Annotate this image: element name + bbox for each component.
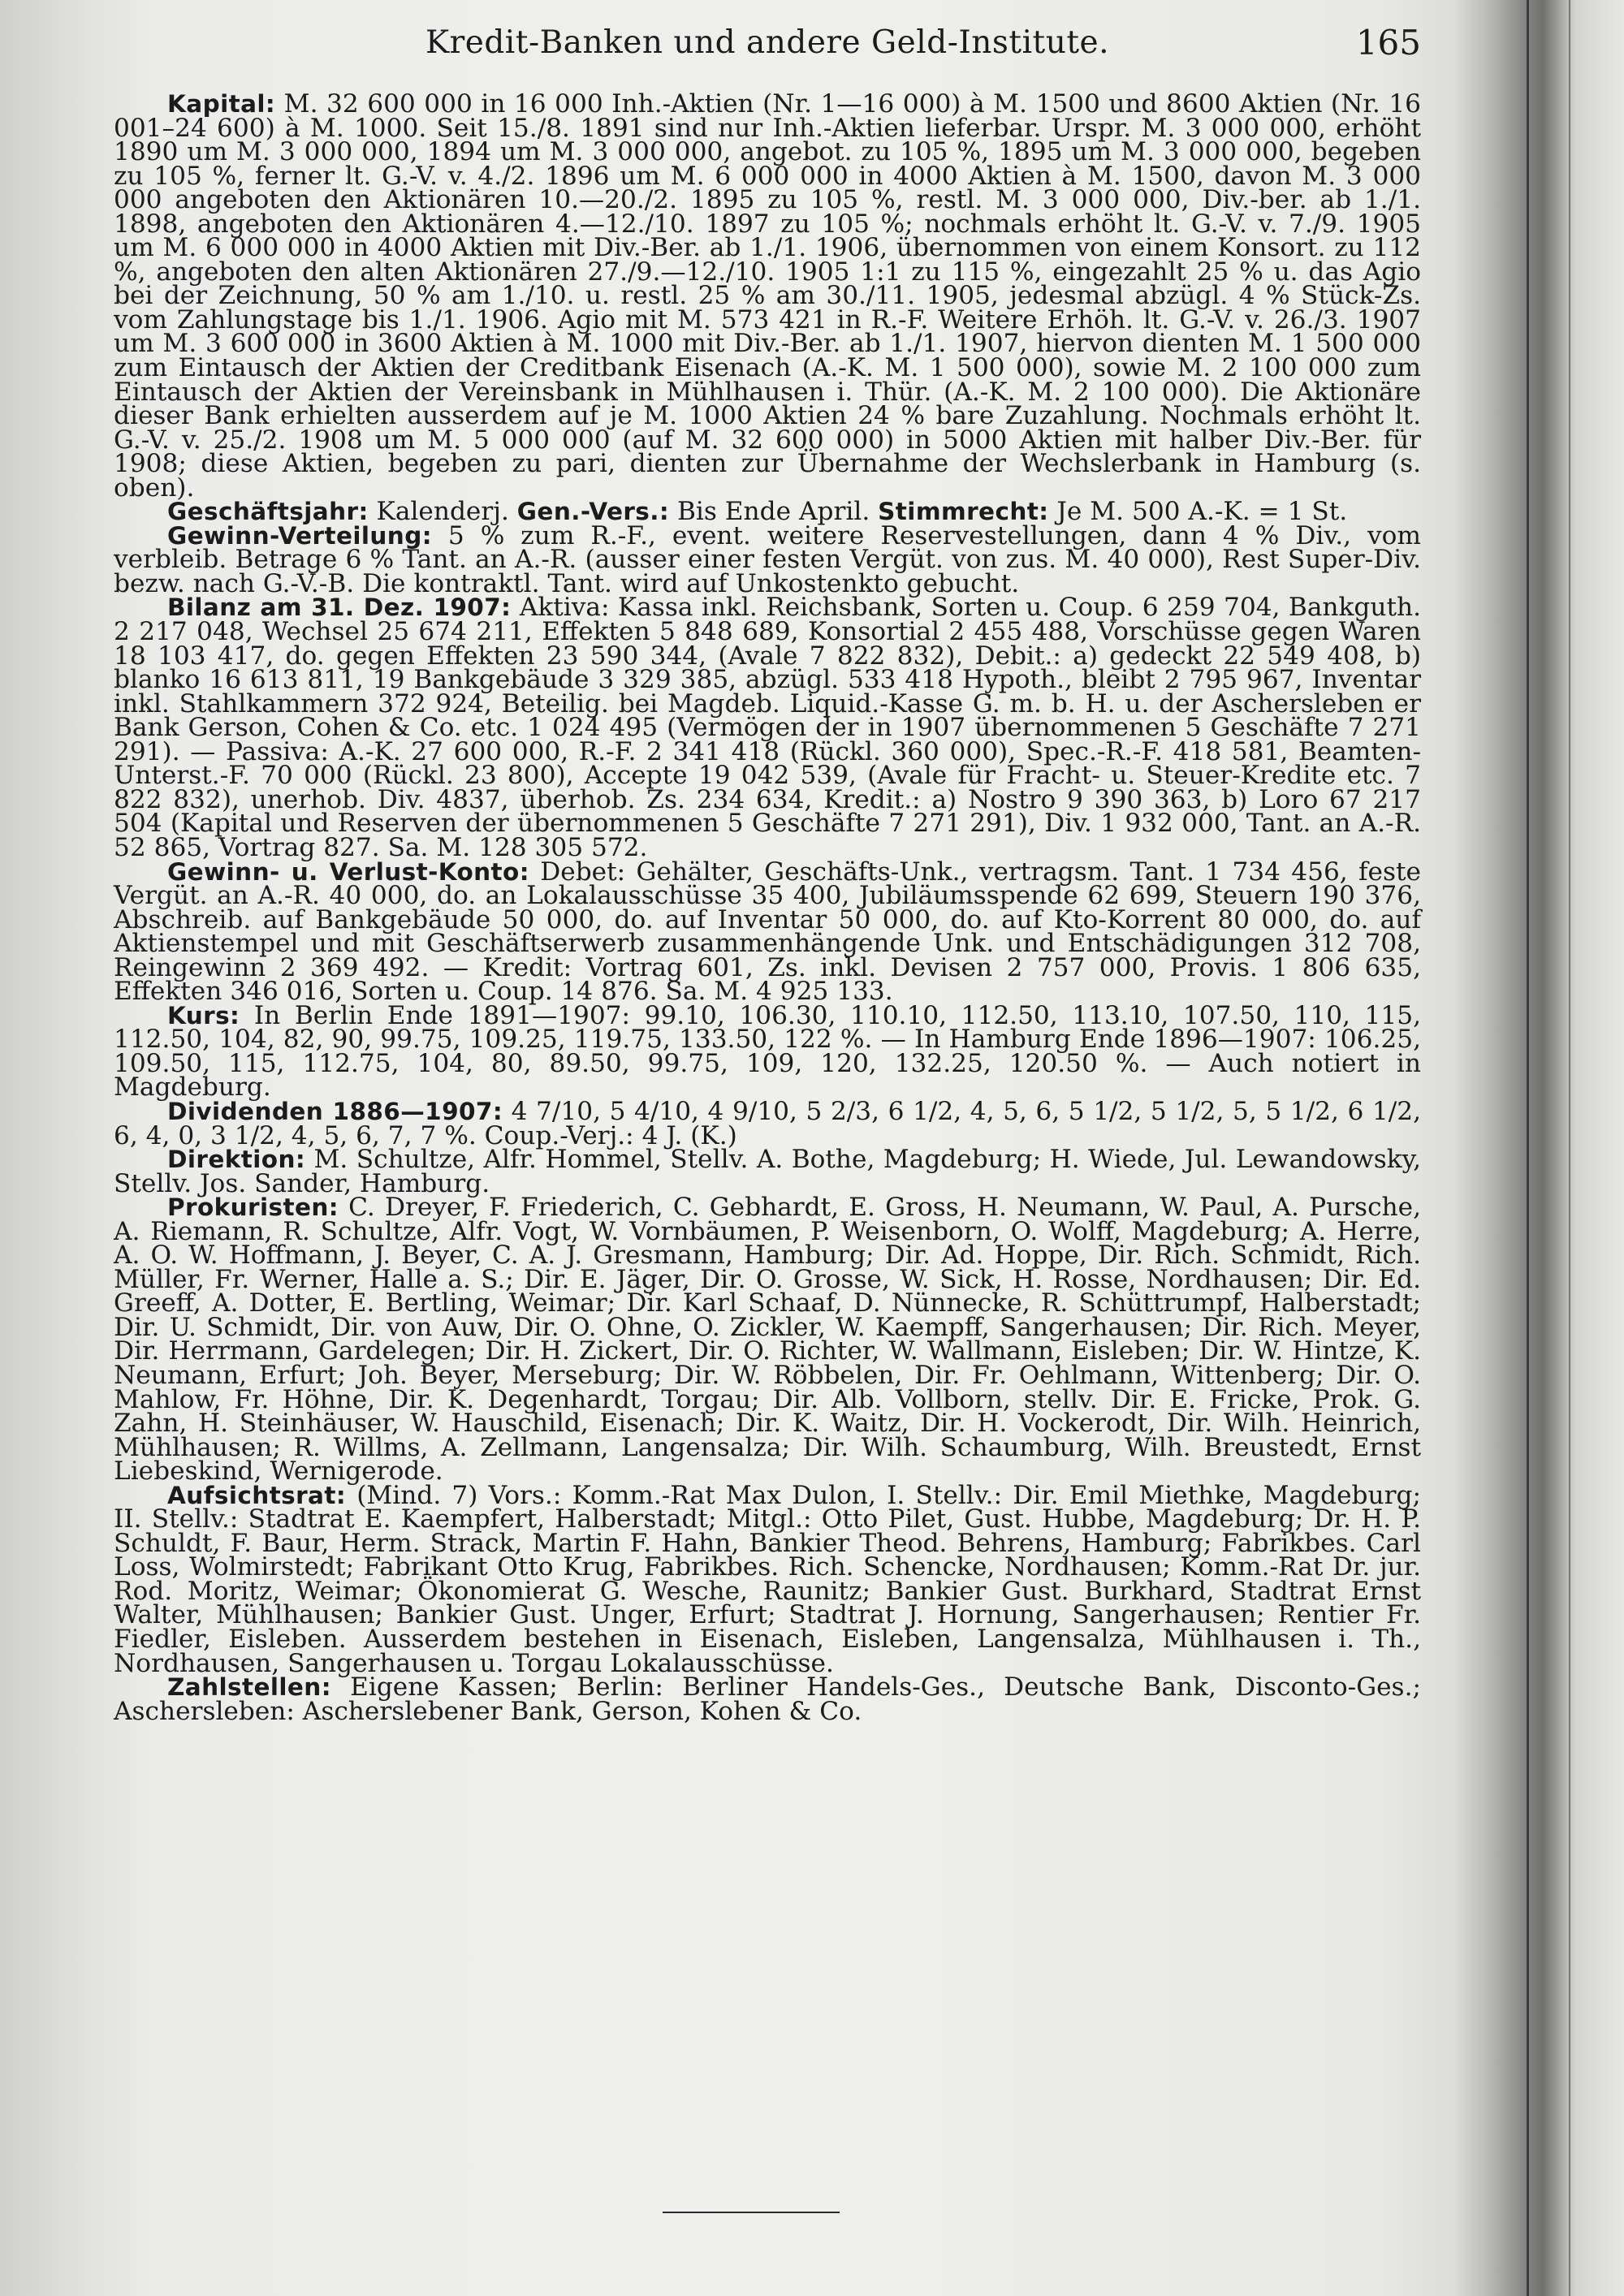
paragraph-zahlstellen [114,1672,1421,1726]
label-gen-vers: Gen.-Vers.: [516,498,670,526]
label-geschaeftsjahr: Geschäftsjahr: [167,498,369,526]
label-prokuristen: Prokuristen: [167,1193,339,1222]
text-bilanz: Aktiva: Kassa inkl. Reichsbank, Sorten u. Coup. 6 259 704, Bankguth. 2 217 048, Wechsel 25 674 211, Effekten 5 848 689, Konsortial 2 455 488, Vorschüsse gegen Waren 18 103 417, do. gegen Effekten 23 590 344, (Avale 7 822 832), Debit.: a) gedeckt 22 549 408, b) blanko 16 613 811, 19 Bankgebäude 3 329 385, abzügl. 533 418 Hypoth., bleibt 2 795 967, Inventar inkl. Stahlkammern 372 924, Beteilig. bei Magdeb. Liquid.-Kasse G. m. b. H. u. der Aschersleben er Bank Gerson, Cohen & Co. etc. 1 024 495 (Vermögen der in 1907 übernommenen 5 Geschäfte 7 271 291). — Passiva: A.-K. 27 600 000, R.-F. 2 341 418 (Rückl. 360 000), Spec.-R.-F. 418 581, Beamten-Unterst.-F. 70 000 (Rückl. 23 800), Accepte 19 042 539, (Avale für Fracht- u. Steuer-Kredite etc. 7 822 832), unerhob. Div. 4837, überhob. Zs. 234 634, Kredit.: a) Nostro 9 390 363, b) Loro 67 217 504 (Kapital und Reserven der übernommenen 5 Geschäfte 7 271 291), Div. 1 932 000, Tant. an A.-R. 52 865, Vortrag 827. Sa. M. 128 305 572. [114,593,1421,862]
text-geschaeftsjahr: Kalenderj. [368,497,517,527]
text-dividenden: 4 7/10, 5 4/10, 4 9/10, 5 2/3, 6 1/2, 4, 5, 6, 5 1/2, 5 1/2, 5, 5 1/2, 6 1/2, 6, 4, 0, 3 1/2, 4, 5, 6, 7, 7 %. Coup.-Verj.: 4 J. (K.) [114,1096,1421,1150]
label-kurs: Kurs: [167,1001,240,1029]
label-direktion: Direktion: [167,1146,306,1174]
paragraph-direktion [114,1145,1421,1198]
label-zahlstellen: Zahlstellen: [167,1673,331,1702]
paragraph-kurs [114,1000,1421,1103]
text-gewinn-verlust: Debet: Gehälter, Geschäfts-Unk., vertragsm. Tant. 1 734 456, feste Vergüt. an A.-R. 40 000, do. an Lokalausschüsse 35 400, Jubiläumsspende 62 699, Steuern 190 376, Abschreib. auf Bankgebäude 50 000, do. auf Inventar 50 000, do. auf Kto-Korrent 80 000, do. auf Aktienstempel und mit Geschäftserwerb zusammenhängende Unk. und Entschädigungen 312 708, Reingewinn 2 369 492. — Kredit: Vortrag 601, Zs. inkl. Devisen 2 757 000, Provis. 1 806 635, Effekten 346 016, Sorten u. Coup. 14 876. Sa. M. 4 925 133. [114,857,1422,1007]
paragraph-prokuristen [114,1193,1421,1487]
text-kurs: In Berlin Ende 1891—1907: 99.10, 106.30, 110.10, 112.50, 113.10, 107.50, 110, 115, 112.50, 104, 82, 90, 99.75, 109.25, 119.75, 133.50, 122 %. — In Hamburg Ende 1896—1907: 106.25, 109.50, 115, 112.75, 104, 80, 89.50, 99.75, 109, 120, 132.25, 120.50 %. — Auch notiert in Magdeburg. [114,1000,1421,1103]
paragraph-bilanz [114,593,1421,862]
label-dividenden: Dividenden 1886—1907: [167,1097,503,1125]
paragraph-kapital [114,89,1421,503]
page-header [114,18,1421,68]
end-rule [663,2212,840,2213]
paragraph-aufsichtsrat [114,1480,1421,1678]
text-direktion: M. Schultze, Alfr. Hommel, Stellv. A. Bothe, Magdeburg; H. Wiede, Jul. Lewandowsky, Stellv. Jos. Sander, Hamburg. [114,1145,1421,1198]
paragraph-gewinn-verteilung [114,520,1421,598]
label-gewinn-verteilung: Gewinn-Verteilung: [167,521,432,550]
paragraph-dividenden [114,1096,1421,1150]
text-gewinn-verteilung: 5 % zum R.-F., event. weitere Reservestellungen, dann 4 % Div., vom verbleib. Betrage 6 % Tant. an A.-R. (ausser einer festen Vergüt. von zus. M. 40 000), Rest Super-Div. bezw. nach G.-V.-B. Die kontraktl. Tant. wird auf Unkostenkto gebucht. [114,520,1421,598]
text-stimmrecht: Je M. 500 A.-K. = 1 St. [1048,497,1348,527]
label-aufsichtsrat: Aufsichtsrat: [167,1481,347,1509]
text-aufsichtsrat: (Mind. 7) Vors.: Komm.-Rat Max Dulon, I. Stellv.: Dir. Emil Miethke, Magdeburg; II. Stellv.: Stadtrat E. Kaempfert, Halberstadt; Mitgl.: Otto Pilet, Gust. Hubbe, Magdeburg; Dr. H. P. Schuldt, F. Baur, Herm. Strack, Martin F. Hahn, Bankier Theod. Behrens, Hamburg; Fabrikbes. Carl Loss, Wolmirstedt; Fabrikant Otto Krug, Fabrikbes. Rich. Schencke, Nordhausen; Komm.-Rat Dr. jur. Rod. Moritz, Weimar; Ökonomierat G. Wesche, Raunitz; Bankier Gust. Burkhard, Stadtrat Ernst Walter, Mühlhausen; Bankier Gust. Unger, Erfurt; Stadtrat J. Hornung, Sangerhausen; Rentier Fr. Fiedler, Eisleben. Ausserdem bestehen in Eisenach, Eisleben, Langensalza, Mühlhausen i. Th., Nordhausen, Sangerhausen u. Torgau Lokalausschüsse. [114,1480,1421,1678]
text-prokuristen: C. Dreyer, F. Friederich, C. Gebhardt, E. Gross, H. Neumann, W. Paul, A. Pursche, A. Riemann, R. Schultze, Alfr. Vogt, W. Vornbäumen, P. Weisenborn, O. Wolff, Magdeburg; A. Herre, A. O. W. Hoffmann, J. Beyer, C. A. J. Gresmann, Hamburg; Dir. Ad. Hoppe, Dir. Rich. Schmidt, Rich. Müller, Fr. Werner, Halle a. S.; Dir. E. Jäger, Dir. O. Grosse, W. Sick, H. Rosse, Nordhausen; Dir. Ed. Greeff, A. Dotter, E. Bertling, Weimar; Dir. Karl Schaaf, D. Nünnecke, R. Schüttrumpf, Halberstadt; Dir. U. Schmidt, Dir. von Auw, Dir. O. Ohne, O. Zickler, W. Kaempff, Sangerhausen; Dir. Rich. Meyer, Dir. Herrmann, Gardelegen; Dir. H. Zickert, Dir. O. Richter, W. Wallmann, Eisleben; Dir. W. Hintze, K. Neumann, Erfurt; Joh. Beyer, Merseburg; Dir. W. Röbbelen, Dir. Fr. Oehlmann, Wittenberg; Dir. O. Mahlow, Fr. Höhne, Dir. K. Degenhardt, Torgau; Dir. Alb. Vollborn, stellv. Dir. E. Fricke, Prok. G. Zahn, H. Steinhäuser, W. Hauschild, Eisenach; Dir. K. Waitz, Dir. H. Vockerodt, Dir. Wilh. Heinrich, Mühlhausen; R. Willms, A. Zellmann, Langensalza; Dir. Wilh. Schaumburg, Wilh. Breustedt, Ernst Liebeskind, Wernigerode. [114,1193,1421,1487]
paragraph-gewinn-verlust [114,857,1422,1007]
binding-edge-line [1569,0,1570,2296]
binding-edge-shadow [1527,0,1529,2296]
page-number: 165 [1355,23,1421,63]
text-zahlstellen: Eigene Kassen; Berlin: Berliner Handels-Ges., Deutsche Bank, Disconto-Ges.; Aschersleben: Ascherslebener Bank, Gerson, Kohen & Co. [114,1672,1421,1726]
label-gewinn-verlust: Gewinn- u. Verlust-Konto: [167,857,529,886]
label-stimmrecht: Stimmrecht: [878,498,1049,526]
text-kapital: M. 32 600 000 in 16 000 Inh.-Aktien (Nr. 1—16 000) à M. 1500 und 8600 Aktien (Nr. 16 001–24 600) à M. 1000. Seit 15./8. 1891 sind nur Inh.-Aktien lieferbar. Urspr. M. 3 000 000, erhöht 1890 um M. 3 000 000, 1894 um M. 3 000 000, angebot. zu 105 %, 1895 um M. 3 000 000, begeben zu 105 %, ferner lt. G.-V. v. 4./2. 1896 um M. 6 000 000 in 4000 Aktien à M. 1500, davon M. 3 000 000 angeboten den Aktionären 10.—20./2. 1895 zu 105 %, restl. M. 3 000 000, Div.-ber. ab 1./1. 1898, angeboten den Aktionären 4.—12./10. 1897 zu 105 %; nochmals erhöht lt. G.-V. v. 7./9. 1905 um M. 6 000 000 in 4000 Aktien mit Div.-Ber. ab 1./1. 1906, übernommen von einem Konsort. zu 112 %, angeboten den alten Aktionären 27./9.—12./10. 1905 1:1 zu 115 %, eingezahlt 25 % u. das Agio bei der Zeichnung, 50 % am 1./10. u. restl. 25 % am 30./11. 1905, jedesmal abzügl. 4 % Stück-Zs. vom Zahlungstage bis 1./1. 1906. Agio mit M. 573 421 in R.-F. Weitere Erhöh. lt. G.-V. v. 26./3. 1907 um M. 3 600 000 in 3600 Aktien à M. 1000 mit Div.-Ber. ab 1./1. 1907, hiervon dienten M. 1 500 000 zum Eintausch der Aktien der Creditbank Eisenach (A.-K. M. 1 500 000), sowie M. 2 100 000 zum Eintausch der Aktien der Vereinsbank in Mühlhausen i. Thür. (A.-K. M. 2 100 000). Die Aktionäre dieser Bank erhielten ausserdem auf je M. 1000 Aktien 24 % bare Zuzahlung. Nochmals erhöht lt. G.-V. v. 25./2. 1908 um M. 5 000 000 (auf M. 32 600 000) in 5000 Aktien mit halber Div.-Ber. für 1908; diese Aktien, begeben zu pari, dienten zur Übernahme der Wechslerbank in Hamburg (s. oben). [114,89,1421,503]
running-title: Kredit-Banken und andere Geld-Institute. [425,24,1109,61]
text-gen-vers: Bis Ende April. [669,497,879,527]
label-kapital: Kapital: [167,90,276,118]
label-bilanz: Bilanz am 31. Dez. 1907: [167,593,512,622]
company-entry [114,89,1422,1726]
